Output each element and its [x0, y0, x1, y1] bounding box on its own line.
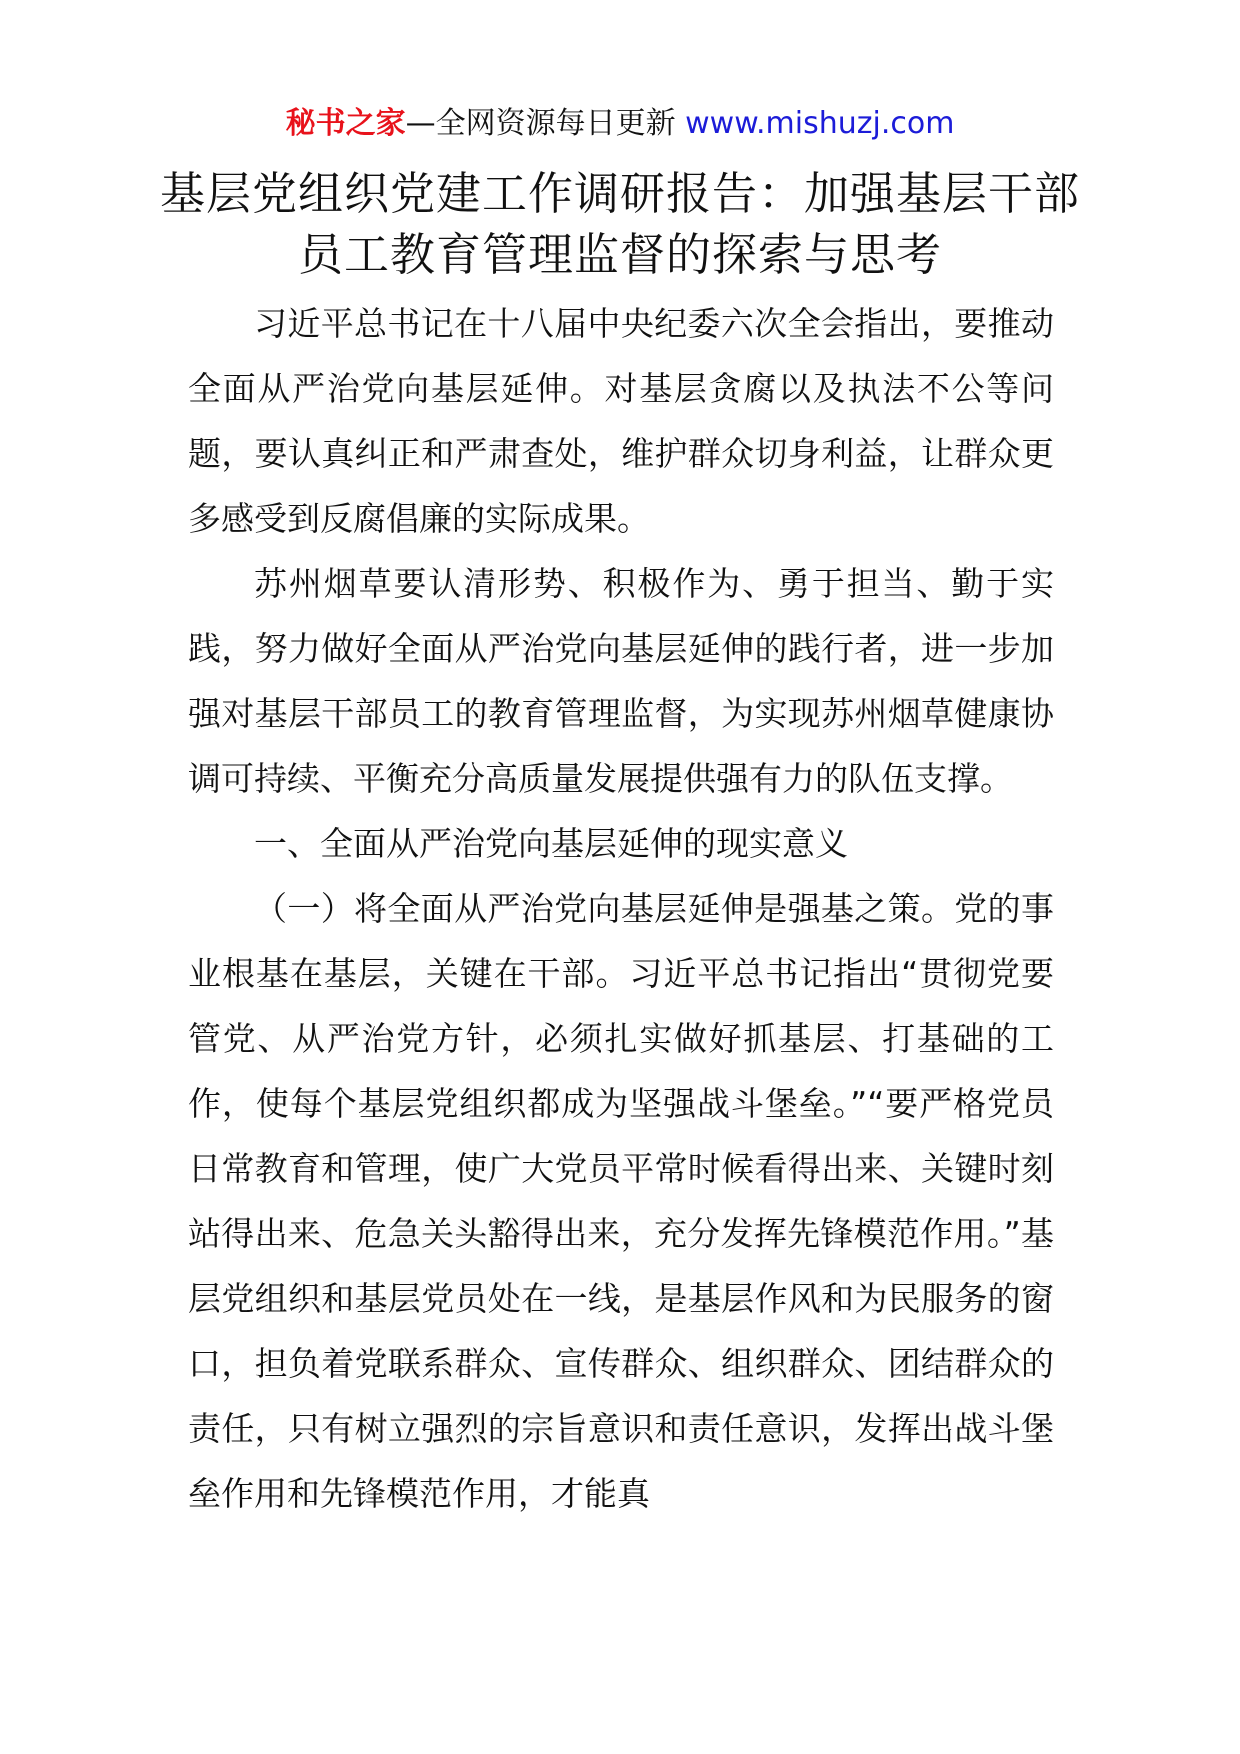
document-body — [188, 291, 1054, 1526]
site-url-link[interactable]: www.mishuzj.com — [685, 106, 955, 141]
paragraph-suzhou: 苏州烟草要认清形势、积极作为、勇于担当、勤于实践，努力做好全面从严治党向基层延伸的践行者，进一步加强对基层干部员工的教育管理监督，为实现苏州烟草健康协调可持续、平衡充分高质量发展提供强有力的队伍支撑。 — [188, 564, 1054, 798]
document-title: 基层党组织党建工作调研报告：加强基层干部员工教育管理监督的探索与思考 — [159, 167, 1080, 281]
section-heading-1: 一、全面从严治党向基层延伸的现实意义 — [254, 824, 848, 863]
paragraph-subsection-1: （一）将全面从严治党向基层延伸是强基之策。党的事业根基在基层，关键在干部。习近平总书记指出“贯彻党要管党、从严治党方针，必须扎实做好抓基层、打基础的工作，使每个基层党组织都成为坚强战斗堡垒。”“要严格党员日常教育和管理，使广大党员平常时候看得出来、关键时刻站得出来、危急关头豁得出来，充分发挥先锋模范作用。”基层党组织和基层党员处在一线，是基层作风和为民服务的窗口，担负着党联系群众、宣传群众、组织群众、团结群众的责任，只有树立强烈的宗旨意识和责任意识，发挥出战斗堡垒作用和先锋模范作用，才能真 — [188, 889, 1054, 1513]
paragraph-intro: 习近平总书记在十八届中央纪委六次全会指出，要推动全面从严治党向基层延伸。对基层贪腐以及执法不公等问题，要认真纠正和严肃查处，维护群众切身利益，让群众更多感受到反腐倡廉的实际成果。 — [188, 304, 1054, 538]
header-tagline: —全网资源每日更新 — [405, 106, 686, 141]
site-header — [0, 100, 1240, 148]
brand-name: 秘书之家 — [285, 106, 406, 141]
